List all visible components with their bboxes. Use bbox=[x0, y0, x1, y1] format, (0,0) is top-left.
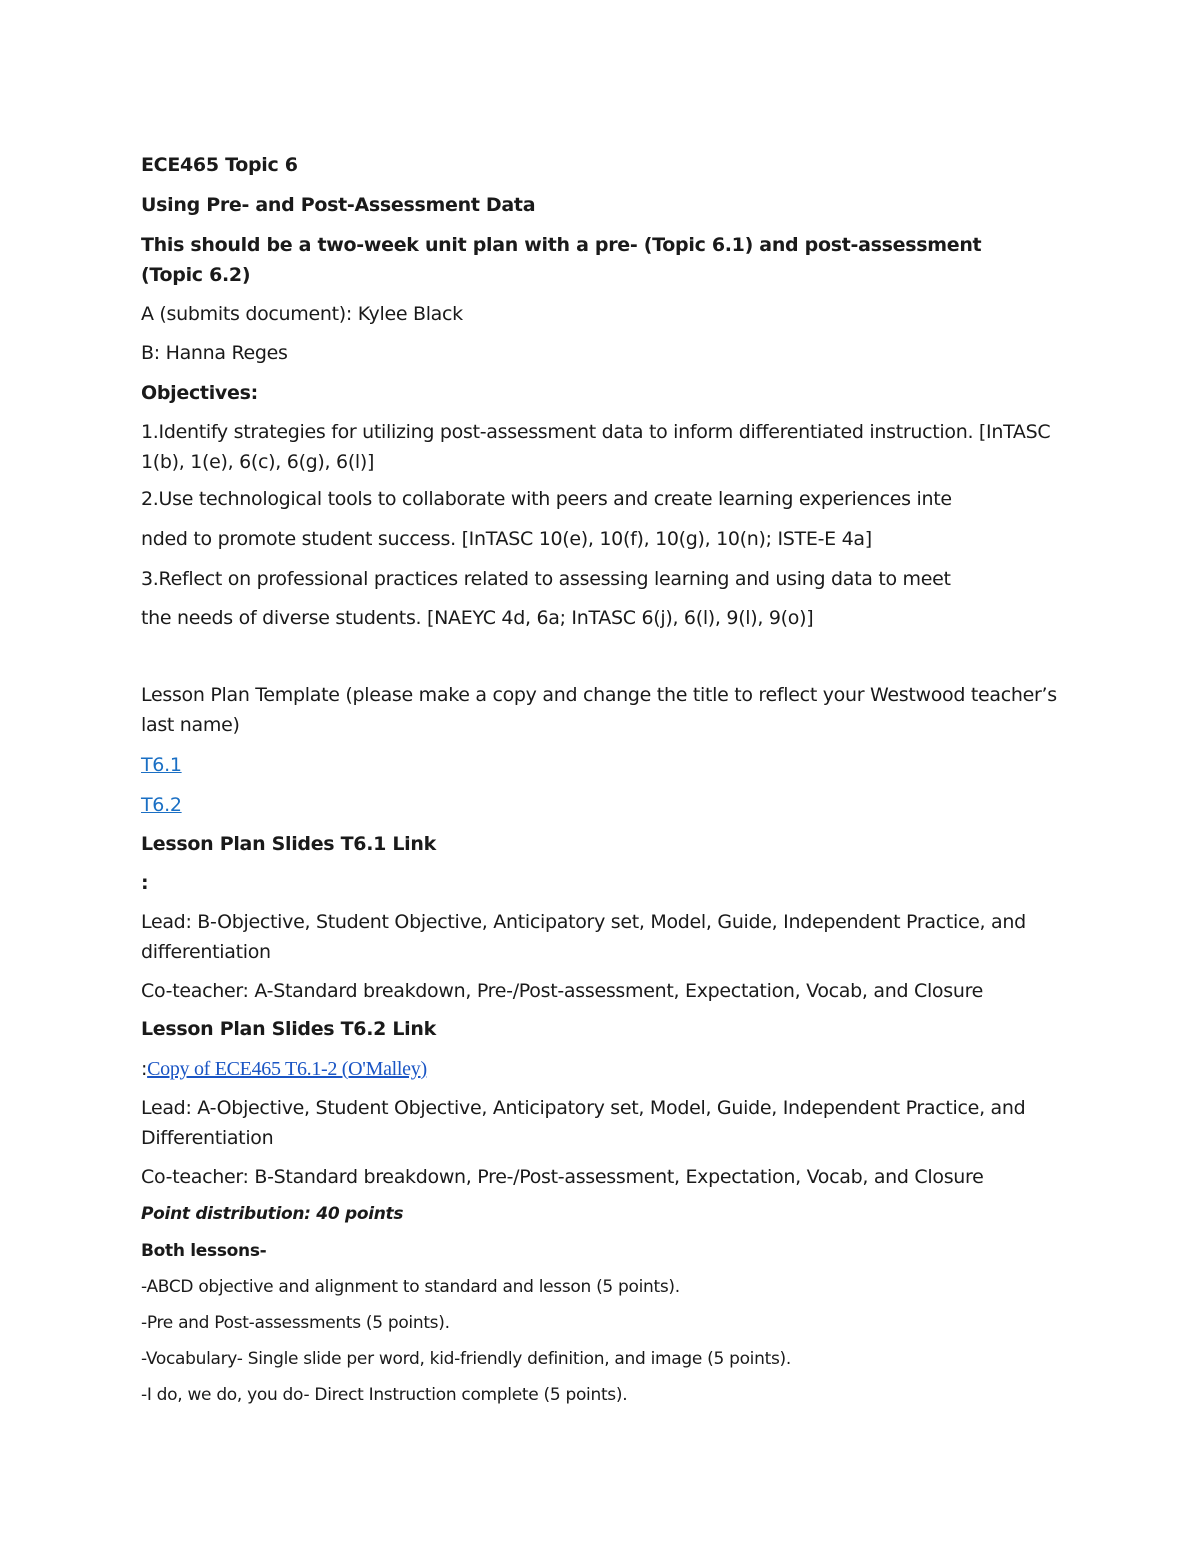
link-t62-row bbox=[141, 790, 182, 820]
criteria-item: -I do, we do, you do- Direct Instruction complete (5 points). bbox=[141, 1385, 628, 1405]
slides-t62-link-row bbox=[141, 1054, 427, 1084]
t61-lead-roles: Lead: B-Objective, Student Objective, Anticipatory set, Model, Guide, Independent Practice, and differentiation bbox=[141, 911, 1026, 963]
criteria-item: -Pre and Post-assessments (5 points). bbox=[141, 1313, 450, 1333]
objective-2-line-1: 2.Use technological tools to collaborate with peers and create learning experiences inte bbox=[141, 488, 952, 510]
t61-coteacher-roles: Co-teacher: A-Standard breakdown, Pre-/Post-assessment, Expectation, Vocab, and Closure bbox=[141, 980, 984, 1002]
slides-t62-heading: Lesson Plan Slides T6.2 Link bbox=[141, 1018, 436, 1040]
link-t61-row bbox=[141, 750, 182, 780]
criteria-item: -Vocabulary- Single slide per word, kid-friendly definition, and image (5 points). bbox=[141, 1349, 791, 1369]
course-title: ECE465 Topic 6 bbox=[141, 154, 298, 176]
objectives-heading: Objectives: bbox=[141, 382, 258, 404]
assignment-instruction: This should be a two-week unit plan with a pre- (Topic 6.1) and post-assessment (Topic 6.2) bbox=[141, 234, 982, 286]
slides-t61-colon: : bbox=[141, 872, 149, 894]
objective-3-line-1: 3.Reflect on professional practices related to assessing learning and using data to meet bbox=[141, 568, 951, 590]
t62-coteacher-roles: Co-teacher: B-Standard breakdown, Pre-/Post-assessment, Expectation, Vocab, and Closure bbox=[141, 1166, 984, 1188]
objective-2-line-2: nded to promote student success. [InTASC 10(e), 10(f), 10(g), 10(n); ISTE-E 4a] bbox=[141, 528, 872, 550]
slides-t62-link[interactable]: Copy of ECE465 T6.1-2 (O'Malley) bbox=[147, 1058, 427, 1080]
slides-t62-colon: : bbox=[141, 1058, 148, 1080]
link-t62[interactable]: T6.2 bbox=[141, 794, 182, 816]
points-heading: Point distribution: 40 points bbox=[141, 1204, 404, 1224]
template-note: Lesson Plan Template (please make a copy and change the title to reflect your Westwood teacher’s last name) bbox=[141, 684, 1057, 736]
criteria-item: -ABCD objective and alignment to standard and lesson (5 points). bbox=[141, 1277, 680, 1297]
partner-a: A (submits document): Kylee Black bbox=[141, 303, 463, 325]
both-lessons-heading: Both lessons- bbox=[141, 1241, 267, 1261]
page-subtitle: Using Pre- and Post-Assessment Data bbox=[141, 194, 536, 216]
link-t61[interactable]: T6.1 bbox=[141, 754, 182, 776]
objective-1: 1.Identify strategies for utilizing post-assessment data to inform differentiated instruction. [InTASC 1(b), 1(e), 6(c), 6(g), 6(l)] bbox=[141, 421, 1051, 473]
t62-lead-roles: Lead: A-Objective, Student Objective, Anticipatory set, Model, Guide, Independent Practice, and Differentiation bbox=[141, 1097, 1026, 1149]
slides-t61-heading: Lesson Plan Slides T6.1 Link bbox=[141, 833, 436, 855]
objective-3-line-2: the needs of diverse students. [NAEYC 4d, 6a; InTASC 6(j), 6(l), 9(l), 9(o)] bbox=[141, 607, 814, 629]
partner-b: B: Hanna Reges bbox=[141, 342, 288, 364]
